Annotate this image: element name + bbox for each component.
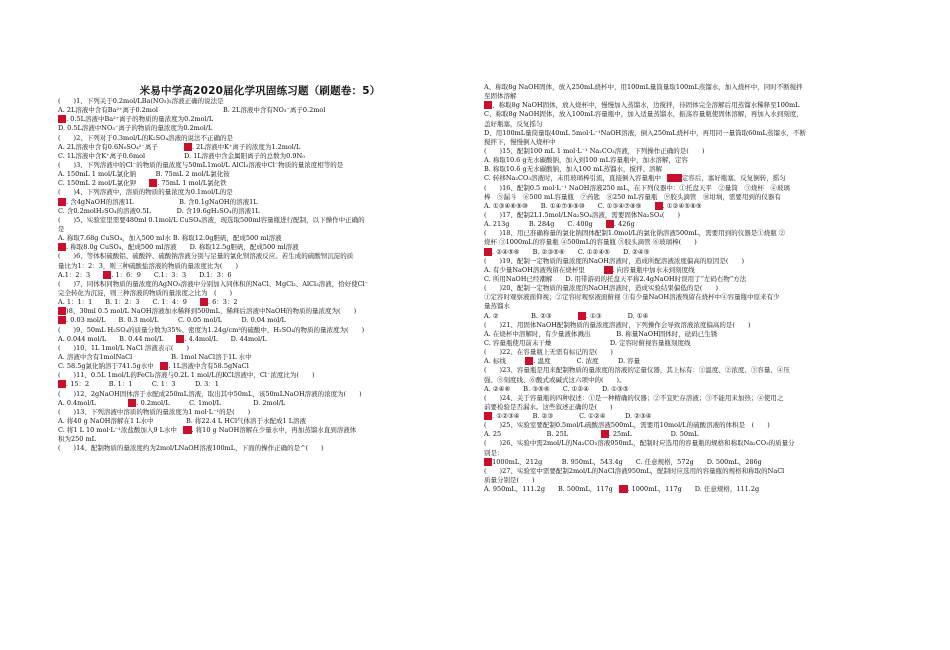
question-line: A. 25 B. 25L ■. 25mL D. 50mL — [484, 430, 699, 439]
question-line: A. 950mL，111.2g B. 500mL，117g ■. 1000mL，117g D. 任意规格，111.2g — [484, 485, 760, 494]
question-line: A. 标线 ■. 温度 C. 浓度 D. 容量 — [484, 357, 641, 366]
question-line: ( )6、等体积硫酸铝、硫酸锌、硫酸钠溶液分别与足量的氯化钡溶液反应。若生成的硫酸钡沉淀的质 — [58, 252, 354, 261]
answer-mark: ■ — [606, 220, 613, 229]
question-line: 盖好瓶塞，反复摇匀 — [484, 119, 543, 128]
question-line: 搅拌下，慢慢倒入烧杯中 — [484, 137, 556, 146]
question-line: A. 150mL 1 mol/L氯化钠 B. 75mL 2 mol/L氯化铵 — [58, 170, 230, 179]
question-line: 别是： — [484, 448, 504, 457]
question-line: A、称取8g NaOH固体，放入250mL烧杯中，用100mL量筒量取100mL蒸馏水，加入烧杯中，同时不断搅拌 — [484, 83, 803, 91]
answer-mark: ■ — [59, 115, 66, 124]
answer-mark: ■ — [59, 197, 66, 206]
question-line: D. 0.5L溶液中NO₃⁻离子的物质的量浓度为0.2mol/L — [58, 124, 213, 133]
question-line: ( )3、下列溶液中的Cl⁻的物质的量浓度与50mL1mol/L AlCl₃溶液中Cl⁻物质的量浓度相等的是 — [58, 160, 344, 169]
question-line: ( )10、1L 1mol/L NaCl 溶液表示( ) — [58, 343, 189, 352]
question-line: ( )2、下列对于0.3mol/L的K₂SO₄溶液的说法不正确的是 — [58, 133, 234, 142]
answer-mark: ■ — [59, 316, 66, 325]
answer-mark: ■ — [605, 265, 612, 274]
question-line: A. ②④⑥ B. ③⑤⑥ C. ①②④ D. ①③⑤ — [484, 384, 629, 393]
question-line: ■. ①②③④ B. ②③ C. ①②④ D. ②③④ — [485, 412, 652, 421]
question-line: A. 将40 g NaOH溶解在1 L水中 B. 将22.4 L HCl气体溶于水配成1 L溶液 — [58, 416, 307, 425]
question-line: ( )16、配制0.5 mol·L⁻¹ NaOH溶液250 mL，在下列仪器中：①托盘天平 ②量筒 ③烧杯 ④玻璃 — [484, 183, 790, 192]
question-line: C. 150mL 2 mol/L氯化钾 ■. 75mL 1 mol/L氯化铁 — [58, 179, 227, 188]
question-line: A. 1：1：1 B. 1：2：3 C. 1：4：9 ■. 6：3：2 — [58, 298, 238, 307]
question-line: ( )25、实验室要配制0.5mol/L硫酸溶液500mL，需要用10mol/L的硫酸溶液的体积是 ( ) — [484, 421, 770, 430]
question-line: ( )9、50mL H₂SO₄的质量分数为35%、密度为1.24g/cm³的硫酸中，H₂SO₄的物质的量浓度为( ) — [58, 325, 365, 334]
question-line: 量蒸馏水 — [484, 302, 510, 311]
question-line: ( )21、用固体NaOH配制物质的量浓度溶液时，下列操作会导致溶液浓度偏高的是( ) — [484, 320, 751, 329]
answer-mark: ■ — [601, 430, 608, 439]
question-line: ( )18、用已准确称量的氯化钠固体配制1.0mol/L的氯化钠溶液500mL，需要用到的仪器是①烧瓶 ② — [484, 229, 786, 238]
question-line: A. 有少量NaOH溶液残留在烧杯里 ■. 向容量瓶中加水未到刻度线 — [484, 265, 695, 274]
question-line: A.1：2：3 ■. 1：6：9 C.1：3：3 D.1：3：6 — [58, 270, 232, 279]
question-line: ( )19、配制一定物质的量浓度的NaOH溶液时，造成所配溶液浓度偏高的原因是( ) — [484, 256, 744, 265]
answer-mark: ■ — [200, 298, 207, 307]
answer-mark: ■ — [161, 362, 168, 371]
question-line: A. 称取7.68g CuSO₄，加入500 ml水 B. 称取12.0g胆矾，配成500 ml溶液 — [58, 234, 282, 243]
answer-mark: ■ — [104, 270, 111, 279]
question-line: ( )13、下列溶液中溶质的物质的量浓度为1 mol·L⁻¹的是( ) — [58, 407, 251, 416]
document-title: 米易中学高2020届化学巩固练习题（刷题卷：5） — [139, 85, 381, 97]
question-line: ( )22、在容量瓶上无需有标记的是( ) — [484, 348, 613, 357]
answer-mark: ■ — [59, 243, 66, 252]
question-line: ( )7、同体积同物质的量浓度的AgNO₃溶液中分别加入同体积的NaCl、MgCl₂、AlCl₃溶液，恰好使Cl⁻ — [58, 279, 369, 288]
question-line: D、用100mL量筒量取40mL 5mol·L⁻¹NaOH溶液，倒入250mL烧杯中，再用同一量筒取60mL蒸馏水，不断 — [484, 128, 806, 137]
left-question-lines — [58, 97, 466, 453]
question-line: 量比为1：2：3，则三种硫酸盐溶液的物质的量浓度比为( ) — [58, 261, 238, 270]
question-line: ( )4、下列溶液中，溶质的物质的量浓度为0.1mol/L的是 — [58, 188, 233, 197]
question-line: ( )17、配制2L1.5mol/LNa₂SO₄溶液，需要固体Na₂SO₄( ) — [484, 210, 680, 219]
right-question-lines — [484, 83, 896, 494]
question-line: C、称取8g NaOH固体，放入100mL容量瓶中，加入适量蒸馏水，振荡容量瓶使固体溶解，再加入水到刻度， — [484, 110, 803, 119]
question-line: ( )27、实验室中需要配制2mol/L的NaCl溶液950mL，配制时应选用的容量瓶的规格和称取的NaCl — [484, 466, 785, 475]
answer-mark: ■ — [620, 485, 627, 494]
question-line: ( )12、2gNaOH固体溶于水配成250mL溶液，取出其中50mL，该50mLNaOH溶液的浓度为( ) — [58, 389, 362, 398]
question-line: ( )20、配制一定物质的量浓度的NaOH溶液时，造成实验结果偏低的是( ) — [484, 284, 718, 293]
question-line: ( )5、实验室里需要480ml 0.1mol/L CuSO₄溶液，现选取500ml容量瓶进行配制，以下操作中正确的 — [58, 215, 365, 224]
question-line: A. ② B. ②③ ■. ①③ D. ①④ — [484, 311, 649, 320]
answer-mark: ■ — [655, 201, 662, 210]
answer-mark: ■ — [485, 457, 492, 466]
question-line: C. 转移Na₂CO₃溶液时，未用玻璃棒引流，直接倒入容量瓶中 ■■定容后，塞好瓶塞，反复倒转，摇匀 — [484, 174, 786, 183]
question-line: 烧杯 ③1000mL的容量瓶 ④500mL的容量瓶 ⑤胶头滴管 ⑥玻璃棒( ) — [484, 238, 697, 247]
question-line: 完全转化为沉淀，则三种溶液的物质的量浓度之比为 ( ) — [58, 288, 233, 297]
question-line: 积为250 mL — [58, 435, 96, 444]
answer-mark: ■ — [184, 426, 191, 435]
question-line: C. 所用NaOH已经潮解 D. 用带游码的托盘天平称2.4gNaOH时误用了“左码右物”方法 — [484, 274, 747, 283]
question-line: A. 0.4mol/L ■. 0.2mol/L C. 1mol/L D. 2mol/L — [58, 398, 286, 407]
question-line: ( )15、配制100 mL 1 mol·L⁻¹ Na₂CO₃溶液，下列操作正确的是( ) — [484, 146, 705, 155]
question-line: ■. 含4gNaOH的溶液1L B. 含0.1gNaOH的溶液1L — [59, 197, 258, 206]
question-line: 质量分别是( ) — [484, 476, 535, 485]
question-line: C. 含0.2molH₂SO₄的溶液0.5L D. 含19.6gH₂SO₄的溶液1L — [58, 206, 260, 215]
question-line: A. 213g B. 284g C. 400g ■. 426g — [484, 220, 635, 229]
answer-mark: ■ — [177, 334, 184, 343]
question-line: ( )14、配制物质的量浓度约为2mol/LNaOH溶液100mL，下面的操作正确的是^( ) — [58, 444, 324, 453]
question-line: A. 2L溶液中含有0.6N₀SO₄²⁻离子 ■. 2L溶液中K⁺离子的浓度为1.2mol/L — [58, 142, 301, 151]
answer-mark: ■ — [485, 101, 492, 110]
question-line: ■. 15：2 B. 1：1 C. 1：3 D. 3：1 — [59, 380, 219, 389]
question-line: ■)8、30ml 0.5 mol/L NaOH溶液加水稀释到500mL，稀释后溶液中NaOH的物质的量浓度为( ) — [59, 307, 357, 316]
question-line: ①定容时观察液面仰视；②定容时观察液面俯视 ③有少量NaOH溶液残留在烧杯中④容量瓶中原来有少 — [484, 293, 780, 302]
question-line: ( )26、实验中需2mol/L的Na₂CO₃溶液950mL，配制时应选用的容量瓶的规格和称取Na₂CO₃的质量分 — [484, 439, 795, 448]
question-line: A. 在烧杯中溶解时，有少量液体溅出 B. 称量NaOH固体时，砝码已生锈 — [484, 329, 718, 338]
question-line: 前要检验是否漏水。这些叙述正确的是( ) — [484, 402, 613, 411]
question-line: C. 容量瓶使用前未干燥 D. 定容时俯视容量瓶刻度线 — [484, 338, 691, 347]
question-line: ■. 0.5L溶液中Ba²⁺离子的物质的量浓度为0.2mol/L — [59, 115, 214, 124]
question-line: B. 称取10.6 g无水碳酸钠，加入100 mL蒸馏水，搅拌、溶解 — [484, 165, 663, 174]
question-line: ■. ②④⑤⑥ B. ②③⑤⑥ C. ①②④⑤ D. ②④⑤ — [485, 247, 650, 256]
answer-mark: ■ — [578, 311, 585, 320]
answer-mark: ■ — [59, 307, 66, 316]
answer-mark: ■ — [184, 142, 191, 151]
question-line: A. 0.044 mol/L B. 0.44 mol/L ■. 4.4mol/L D. 44mol/L — [58, 334, 267, 343]
answer-mark: ■ — [129, 398, 136, 407]
question-line: C. 将1 L 10 mol·L⁻¹浓盐酸加入9 L水中 ■. 将10 g NaOH溶解在少量水中，再加蒸馏水直到溶液体 — [58, 426, 357, 435]
question-line: A. 2L溶液中含有Ba²⁺离子0.2mol B. 2L溶液中含有NO₃⁻离子0.2mol — [58, 106, 326, 115]
question-line: A. ①③④⑥⑨⑩ B. ①④⑦⑧⑨⑩ C. ①③④⑦⑧⑨ ■. ①②④⑤⑧⑨ — [484, 201, 702, 210]
question-line: ( )24、关于容量瓶的四种叙述：①是一种精确的仪器；②不宜贮存溶液；③不能用来加热；④使用之 — [484, 393, 784, 402]
answer-mark: ■ — [526, 357, 533, 366]
question-line: C. 1L溶液中含K⁺离子0.6mol D. 1L溶液中含金属阳离子的总数为0.9N₀ — [58, 151, 305, 160]
answer-mark: ■ — [485, 412, 492, 421]
question-line: C. 58.5g氯化钠溶于741.5g水中 ■. 1L溶液中含有58.5gNaCl — [58, 362, 249, 371]
question-line: 强、⑤刻度线、⑥酸式或碱式这六项中的( )。 — [484, 375, 626, 384]
question-line: ■. 0.03 mol/L B. 0.3 mol/L C. 0.05 mol/L D. 0.04 mol/L — [59, 316, 286, 325]
question-line: ( )11、0.5L 1mol/L的FeCl₃溶液与0.2L 1 mol/L的KCl溶液中，Cl⁻浓度比为( ) — [58, 371, 315, 380]
answer-mark: ■■ — [668, 174, 681, 183]
answer-mark: ■ — [150, 179, 157, 188]
question-line: ( )23、容量瓶是用来配制物质的量浓度的溶液的定量仪器，其上标有：①温度、②浓度、③容量、④压 — [484, 366, 790, 375]
question-line: 棒 ⑤漏斗 ⑥500 mL容量瓶 ⑦药匙 ⑧250 mL容量瓶 ⑨胶头滴管 ⑩坩埚，需要用到的仪器有 — [484, 192, 781, 201]
question-line: A. 称取10.6 g无水碳酸钠，加入到100 mL容量瓶中，加水溶解，定容 — [484, 156, 688, 165]
question-line: 是 — [58, 224, 65, 233]
question-line: A. 溶液中含有1molNaCl B. 1mol NaCl溶于1L 水中 — [58, 352, 252, 361]
question-line: 至固体溶解 — [484, 92, 517, 101]
answer-mark: ■ — [485, 247, 492, 256]
question-line: ■1000mL，212g B. 950mL，543.4g C. 任意规格，572g D. 500mL，286g — [485, 457, 762, 466]
question-line: ■. 称取8.0g CuSO₄，配成500 ml溶液 D. 称取12.5g胆矾，配成500 ml溶液 — [59, 243, 299, 252]
question-line: ■、称取8g NaOH固体，放入烧杯中，慢慢加入蒸馏水，边搅拌，待固体完全溶解后用蒸馏水稀释至100mL — [485, 101, 800, 110]
answer-mark: ■ — [59, 380, 66, 389]
question-line: ( )1、下列关于0.2mol/LBa(NO₃)₂溶液正确的说法是 — [58, 97, 224, 105]
